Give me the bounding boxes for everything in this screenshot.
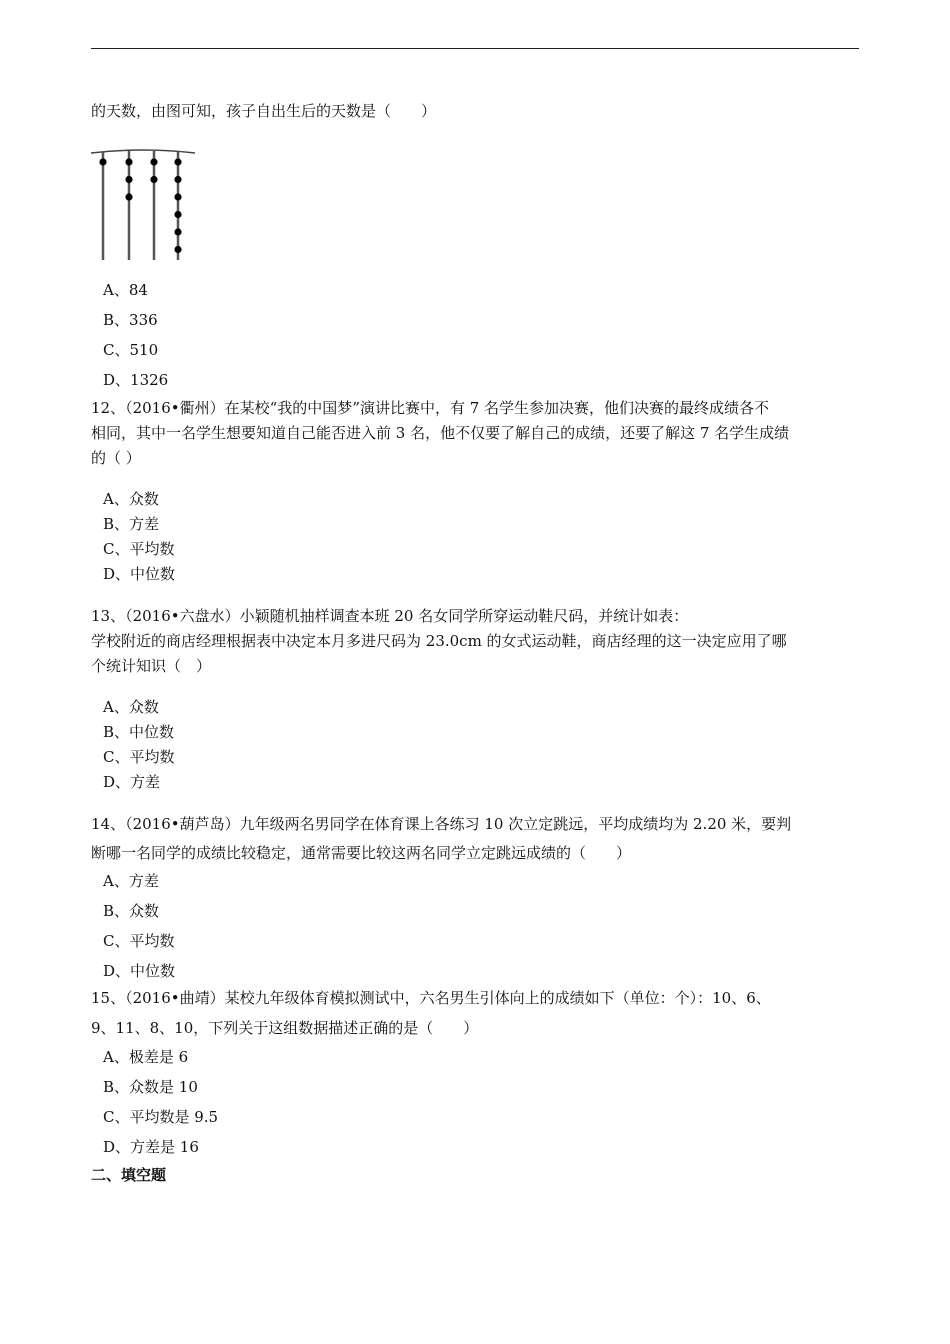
rope-knot xyxy=(125,176,132,183)
q12-option-b: B、方差 xyxy=(103,515,160,533)
q15-option-b: B、众数是 10 xyxy=(103,1078,198,1096)
q15-option-a: A、极差是 6 xyxy=(103,1048,189,1066)
rope-knot xyxy=(150,176,157,183)
q12-line-1: 12、（2016•衢州）在某校“我的中国梦”演讲比赛中，有 7 名学生参加决赛，他们决赛的最终成绩各不 xyxy=(91,399,770,417)
rope-knot xyxy=(125,158,132,165)
question-intro-line: 的天数，由图可知，孩子自出生后的天数是（ ） xyxy=(91,102,437,120)
header-rule xyxy=(91,48,859,49)
rope-knot xyxy=(174,211,181,218)
rope-knot xyxy=(174,176,181,183)
q13-line-2: 学校附近的商店经理根据表中决定本月多进尺码为 23.0cm 的女式运动鞋，商店经理的这一决定应用了哪 xyxy=(91,632,787,650)
q12-option-d: D、中位数 xyxy=(103,565,176,583)
q12-option-a: A、众数 xyxy=(103,490,159,508)
q13-option-c: C、平均数 xyxy=(103,748,175,766)
q15-option-c: C、平均数是 9.5 xyxy=(103,1108,219,1126)
rope-knot xyxy=(174,246,181,253)
q12-line-2: 相同，其中一名学生想要知道自己能否进入前 3 名，他不仅要了解自己的成绩，还要了解这 7 名学生成绩 xyxy=(91,424,790,442)
q14-option-c: C、平均数 xyxy=(103,932,175,950)
q15-line-2: 9、11、8、10，下列关于这组数据描述正确的是（ ） xyxy=(91,1019,479,1037)
q14-line-2: 断哪一名同学的成绩比较稳定，通常需要比较这两名同学立定跳远成绩的（ ） xyxy=(91,844,632,862)
rope-knot xyxy=(174,228,181,235)
rope-knot xyxy=(174,193,181,200)
knotted-rope-counting-figure xyxy=(88,145,198,265)
q14-option-a: A、方差 xyxy=(103,872,159,890)
q12-option-c: C、平均数 xyxy=(103,540,175,558)
q15-line-1: 15、（2016•曲靖）某校九年级体育模拟测试中，六名男生引体向上的成绩如下（单位：个）：10、6、 xyxy=(91,989,771,1007)
q11-option-a: A、84 xyxy=(103,281,148,299)
rope-knot xyxy=(150,158,157,165)
q14-option-b: B、众数 xyxy=(103,902,160,920)
q13-line-1: 13、（2016•六盘水）小颖随机抽样调查本班 20 名女同学所穿运动鞋尺码，并统计如表： xyxy=(91,607,689,625)
q15-option-d: D、方差是 16 xyxy=(103,1138,199,1156)
q13-option-d: D、方差 xyxy=(103,773,161,791)
rope-knot xyxy=(99,158,106,165)
q11-option-c: C、510 xyxy=(103,341,159,359)
rope-knot xyxy=(125,193,132,200)
q14-option-d: D、中位数 xyxy=(103,962,176,980)
q13-line-3: 个统计知识（ ） xyxy=(91,657,212,675)
rope-top-bar xyxy=(91,150,195,153)
q13-option-a: A、众数 xyxy=(103,698,159,716)
rope-knot xyxy=(174,158,181,165)
q11-option-b: B、336 xyxy=(103,311,158,329)
q11-option-d: D、1326 xyxy=(103,371,169,389)
q13-option-b: B、中位数 xyxy=(103,723,175,741)
section-heading-fill-in: 二、填空题 xyxy=(91,1166,167,1184)
q12-line-3: 的（ ） xyxy=(91,449,141,467)
q14-line-1: 14、（2016•葫芦岛）九年级两名男同学在体育课上各练习 10 次立定跳远，平均成绩均为 2.20 米，要判 xyxy=(91,815,792,833)
